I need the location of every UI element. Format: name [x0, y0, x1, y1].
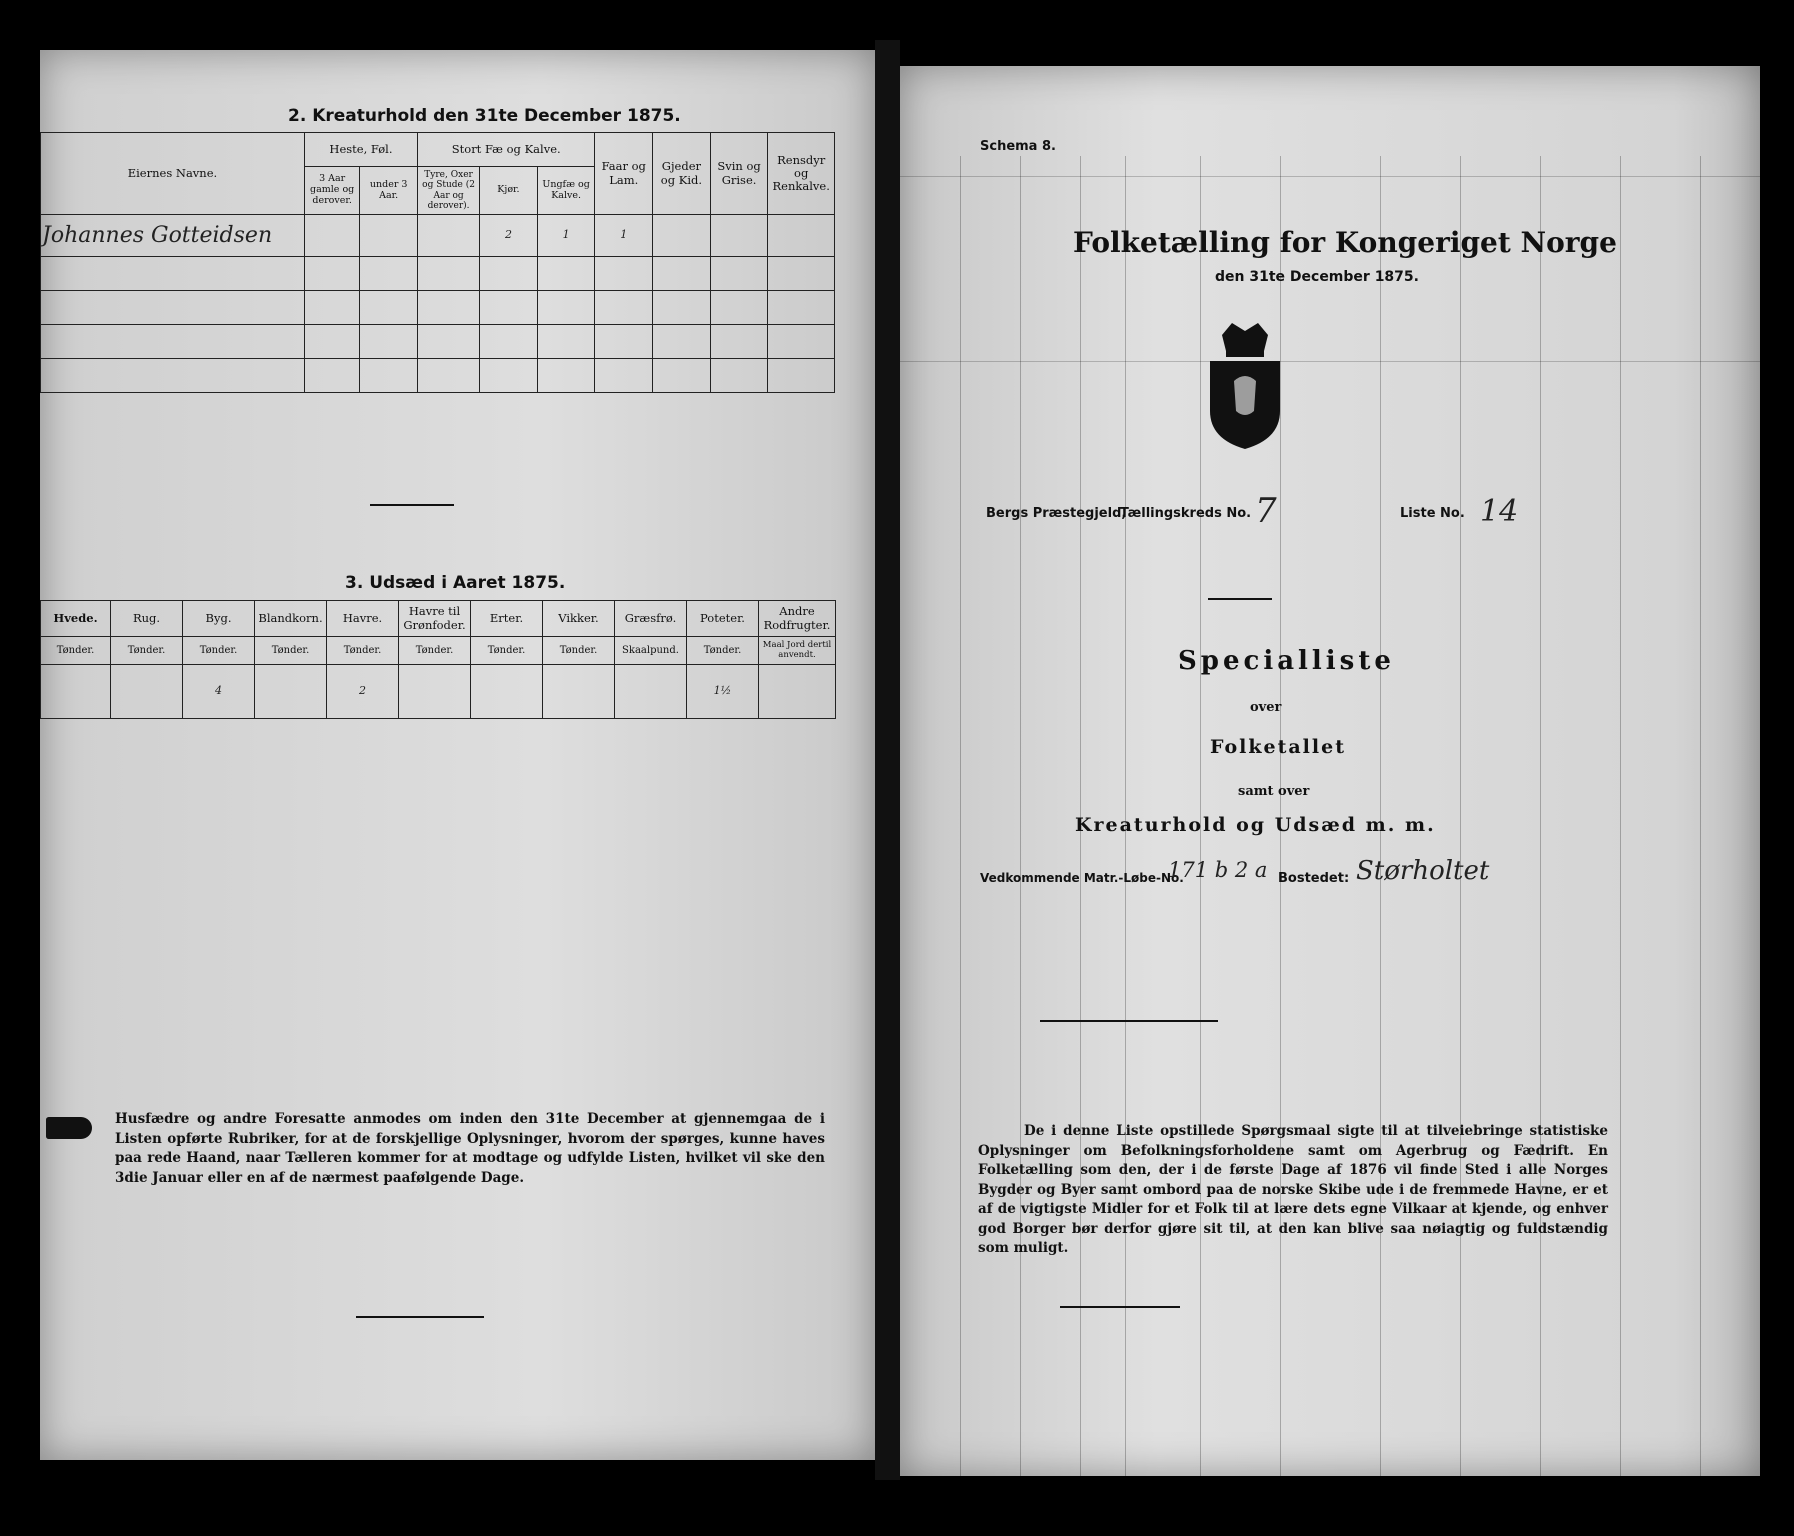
schema-label: Schema 8. — [980, 139, 1056, 154]
young-cattle-value: 1 — [537, 215, 595, 257]
notice-text: Husfædre og andre Foresatte anmodes om inden den 31te December at gjennemgaa de i Listen opførte Rubriker, for at de forskjellige Oplysninger, hvorom der spørges, kunne haves paa rede Haand, naar Tælleren kommer for at modtage og udfylde Listen, hvilket vil ske den 3die Januar eller en af de nærmest paafølgende Dage. — [115, 1111, 825, 1186]
seed-col-unit: Tønder. — [255, 637, 327, 665]
seed-value — [111, 665, 183, 719]
seed-value: 2 — [327, 665, 399, 719]
seed-col-unit: Tønder. — [111, 637, 183, 665]
list-label: Liste No. — [1400, 506, 1465, 521]
seed-col-header: Poteter. — [687, 601, 759, 637]
seed-value — [543, 665, 615, 719]
right-page — [900, 66, 1760, 1476]
sheep-value: 1 — [595, 215, 653, 257]
matr-value: 171 b 2 a — [1168, 858, 1268, 882]
list-value: 14 — [1480, 494, 1519, 529]
seed-col-unit: Tønder. — [183, 637, 255, 665]
seed-col-header: Vikker. — [543, 601, 615, 637]
col-cattle-bulls: Tyre, Oxer og Stude (2 Aar og derover). — [418, 167, 480, 215]
livestock-table — [40, 132, 835, 393]
table-row — [41, 215, 835, 257]
seed-col-header: Erter. — [471, 601, 543, 637]
matr-label: Vedkommende Matr.-Løbe-No. — [980, 871, 1184, 885]
samt-over-label: samt over — [1238, 784, 1310, 799]
seed-col-header: Rug. — [111, 601, 183, 637]
bosted-value: Størholtet — [1356, 856, 1490, 886]
seed-col-unit: Tønder. — [543, 637, 615, 665]
col-cattle-cows: Kjør. — [480, 167, 538, 215]
special-list-title: Specialliste — [1178, 646, 1395, 676]
table-row — [41, 665, 836, 719]
col-cattle: Stort Fæ og Kalve. — [418, 133, 595, 167]
seed-value — [759, 665, 836, 719]
seed-col-unit: Tønder. — [41, 637, 111, 665]
seed-col-unit: Maal Jord dertil anvendt. — [759, 637, 836, 665]
district-label: Tællingskreds No. — [1120, 506, 1252, 521]
seed-col-header: Byg. — [183, 601, 255, 637]
pointing-hand-icon — [46, 1117, 92, 1139]
col-pigs: Svin og Grise. — [710, 133, 768, 215]
section-3-title: 3. Udsæd i Aaret 1875. — [345, 573, 566, 593]
district-value: 7 — [1255, 491, 1277, 531]
seed-col-header: Havre til Grønfoder. — [399, 601, 471, 637]
seed-value — [471, 665, 543, 719]
cows-value: 2 — [480, 215, 538, 257]
col-goats: Gjeder og Kid. — [653, 133, 711, 215]
divider — [370, 504, 454, 506]
col-reindeer: Rensdyr og Renkalve. — [768, 133, 835, 215]
section-2-title: 2. Kreaturhold den 31te December 1875. — [288, 106, 681, 126]
divider — [356, 1316, 484, 1318]
seed-value — [41, 665, 111, 719]
owner-name: Johannes Gotteidsen — [41, 215, 305, 257]
seed-value: 1½ — [687, 665, 759, 719]
coat-of-arms-icon — [1200, 321, 1290, 451]
col-owner: Eiernes Navne. — [41, 133, 305, 215]
divider — [1208, 598, 1272, 600]
col-cattle-young: Ungfæ og Kalve. — [537, 167, 595, 215]
col-sheep: Faar og Lam. — [595, 133, 653, 215]
left-page — [40, 50, 875, 1460]
table-row — [41, 325, 835, 359]
col-horses-under3: under 3 Aar. — [360, 167, 418, 215]
divider — [1040, 1020, 1218, 1022]
over-label: over — [1250, 700, 1282, 715]
divider — [1060, 1306, 1180, 1308]
seed-col-header: Andre Rodfrugter. — [759, 601, 836, 637]
census-date: den 31te December 1875. — [1215, 269, 1419, 285]
livestock-seed-title: Kreaturhold og Udsæd m. m. — [1075, 814, 1436, 836]
seed-col-unit: Tønder. — [399, 637, 471, 665]
seed-col-unit: Tønder. — [471, 637, 543, 665]
seed-col-header: Hvede. — [41, 601, 111, 637]
bosted-label: Bostedet: — [1278, 871, 1350, 886]
table-row — [41, 359, 835, 393]
seed-col-header: Græsfrø. — [615, 601, 687, 637]
parish-label: Bergs Præstegjeld, — [986, 506, 1127, 521]
seed-value — [399, 665, 471, 719]
seed-value — [615, 665, 687, 719]
seed-col-header: Havre. — [327, 601, 399, 637]
seed-value — [255, 665, 327, 719]
seed-value: 4 — [183, 665, 255, 719]
table-row — [41, 257, 835, 291]
page-title: Folketælling for Kongeriget Norge — [1073, 226, 1617, 259]
seed-col-header: Blandkorn. — [255, 601, 327, 637]
table-row — [41, 291, 835, 325]
seed-col-unit: Tønder. — [327, 637, 399, 665]
col-horses: Heste, Føl. — [304, 133, 417, 167]
seed-col-unit: Skaalpund. — [615, 637, 687, 665]
seed-table — [40, 600, 836, 719]
purpose-text: De i denne Liste opstillede Spørgsmaal sigte til at tilveiebringe statistiske Oplysninger om Befolkningsforholdene samt om Agerbrug og Fædrift. En Folketælling som den, der i de første Dage af 1876 vil finde Sted i alle Norges Bygder og Byer samt ombord paa de norske Skibe ude i de fremmede Havne, er et af de vigtigste Midler for et Folk til at lære dets egne Vilkaar at kjende, og enhver god Borger bør derfor gjøre sit til, at den kan blive saa nøiagtig og fuldstændig som muligt. — [978, 1123, 1608, 1257]
col-horses-3plus: 3 Aar gamle og derover. — [304, 167, 359, 215]
population-title: Folketallet — [1210, 736, 1346, 758]
seed-col-unit: Tønder. — [687, 637, 759, 665]
book-gutter — [875, 40, 900, 1480]
